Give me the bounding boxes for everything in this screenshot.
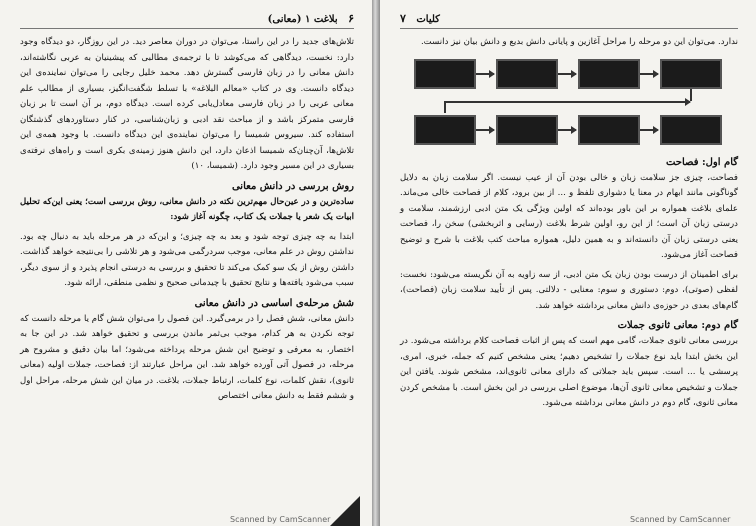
right-running-head: کلیات [416,14,440,25]
flow-arrow [476,129,494,131]
section2-heading: شش مرحله‌ی اساسی در دانش معانی [194,297,354,309]
step1-heading: گام اول: فصاحت [665,156,738,168]
flow-arrow [640,129,658,131]
left-page-number: ۶ [348,12,354,25]
right-page-header [400,12,738,29]
flow-box [496,115,558,145]
right-page-number: ۷ [400,12,406,25]
flow-box [414,115,476,145]
section1-lead: ساده‌ترین و در عین‌حال مهم‌ترین نکته در دانش معانی، روش بررسی است؛ یعنی این‌که تحلیل ابیات یک شعر یا جملات یک کتاب، چگونه آغاز شود: [20,196,354,222]
step2-heading: گام دوم: معانی ثانوی جملات [617,320,738,331]
flow-box [660,115,722,145]
left-footer-watermark: Scanned by CamScanner [230,515,331,524]
flow-box [578,59,640,89]
flow-arrow [640,73,658,75]
flow-arrow [558,73,576,75]
six-step-flow-diagram [414,57,724,147]
step1-body-continued: برای اطمینان از درست بودن زبان یک متن ادبی، از سه زاویه به آن نگریسته می‌شود: نخست: لفظی (صوتی)، دوم: دستوری و سوم: معنایی - دلالتی. پس از تأیید سلامت زبان (فصاحت)، گام‌های بعدی در حوزه‌ی دانش معانی برداشته خواهد شد. [400,269,738,311]
flow-box [660,59,722,89]
flow-arrow [476,73,494,75]
section1-body: ابتدا به چه چیزی توجه شود و بعد به چه چیزی؛ و این‌که در هر مرحله باید به دنبال چه بود. نداشتن روش در علم معانی، موجب سردرگمی می‌شود و هر تلاشی را بی‌نتیجه خواهد گذاشت. داشتن روش از یک سو کمک می‌کند تا تحقیق و بررسی به درستی انجام پذیرد و از سوی دیگر، سبب می‌شود یافته‌ها و نتایج تحقیق با چیدمانی صحیح و نظمی منطقی، ارائه شود. [20,231,354,288]
flow-arrow [558,129,576,131]
right-intro-paragraph: ندارد. می‌توان این دو مرحله را مراحل آغازین و پایانی دانش بدیع و دانش بیان نیز دانست. [420,37,738,47]
flow-box [578,115,640,145]
flow-box [496,59,558,89]
left-page-header [20,12,354,29]
step1-body: فصاحت، چیزی جز سلامت زبان و خالی بودن آن از عیب نیست. اگر سلامت زبان به دلایل گوناگونی مانند ابهام در معنا یا دشواری تلفظ و ... از بین برود، کلام از فصاحت خالی می‌ماند. علمای بلاغت همواره بر این باور بوده‌اند که اولین ویژگی یک متن ادبی ارزشمند، سلامت و درستی زبان آن است؛ از این رو، اولین شرط بلاغت (رسایی و اثربخشی) سخن را، فصاحت یعنی درستی زبان آن دانسته‌اند و به همین دلیل، همواره مباحث کتب بلاغت با شرح و توضیح فصاحت آغاز می‌شود. [400,172,738,260]
right-footer-watermark: Scanned by CamScanner [630,515,731,524]
left-intro-paragraph: تلاش‌های جدید را در این راستا، می‌توان در دوران معاصر دید. در این روزگار، دو دیدگاه وجود دارد: نخست، دیدگاهی که می‌کوشد تا با ترجمه‌ی مطالبی که پیشینیان به عربی نگاشته‌اند، دانش معانی را در زبان فارسی گسترش دهد. محمد خلیل رجایی را می‌توان نماینده‌ی این دیدگاه دانست. وی در کتاب «معالم البلاغه» با تسلط شگفت‌انگیز، بسیاری از مطالب علم معانی عربی را در زبان فارسی معادل‌یابی کرده است. دیدگاه دوم، بر آن است تا بر زبان فارسی متمرکز باشد و از مباحث نقد ادبی و زبان‌شناسی، در کنار دستاوردهای گذشتگان استفاده کند. سیروس شمیسا را می‌توان نماینده‌ی این دیدگاه دانست. با وجود همه‌ی این تلاش‌ها، آن‌چنان‌که شمیسا اذعان دارد، این دانش هنوز زمینه‌ی بکری است و راه‌های نرفته‌ی بسیاری در این مسیر وجود دارد. (شمیسا، ۱۰) [20,37,354,171]
step2-body: بررسی معانی ثانوی جملات، گامی مهم است که پس از اثبات فصاحت کلام برداشته می‌شود. در این بخش ابتدا باید نوع جملات را تشخیص دهیم؛ یعنی مشخص کنیم که جمله، خبری، امری، پرسشی یا ... است. سپس باید جملاتی که دارای معانی ثانوی‌اند، مشخص شوند. یافتن این جملات و تشخیص معانی ثانوی آن‌ها، موضوع اصلی بررسی در این بخش است. با مشخص کردن معانی ثانوی، گام دوم در دانش معانی برداشته می‌شود. [400,336,738,408]
page-corner-mark [330,496,360,526]
flow-box [414,59,476,89]
book-gutter [372,0,380,526]
flow-connector-line [444,101,690,103]
section1-heading: روش بررسی در دانش معانی [231,180,354,192]
section2-body: دانش معانی، شش فصل را در برمی‌گیرد. این فصول را می‌توان شش گام یا مرحله دانست که توجه نکردن به هر کدام، موجب بی‌ثمر ماندن بررسی و تحقیق خواهد شد. در این جا به اختصار، به معرفی و توضیح این شش مرحله پرداخته می‌شود؛ اما بیان دقیق و مشروح هر مرحله، در فصول آتی آورده خواهد شد. این مراحل عبارتند از: فصاحت، جملات اولیه (معانی ثانوی)، نقش کلمات، نوع کلمات، ارتباط جملات، بلاغت. در میان این شش مرحله، مراحل اول و ششم فقط به دانش معانی اختصاص [20,313,354,401]
left-page [0,0,372,526]
right-page [380,0,756,526]
left-running-head: بلاغت ۱ (معانی) [267,14,338,25]
